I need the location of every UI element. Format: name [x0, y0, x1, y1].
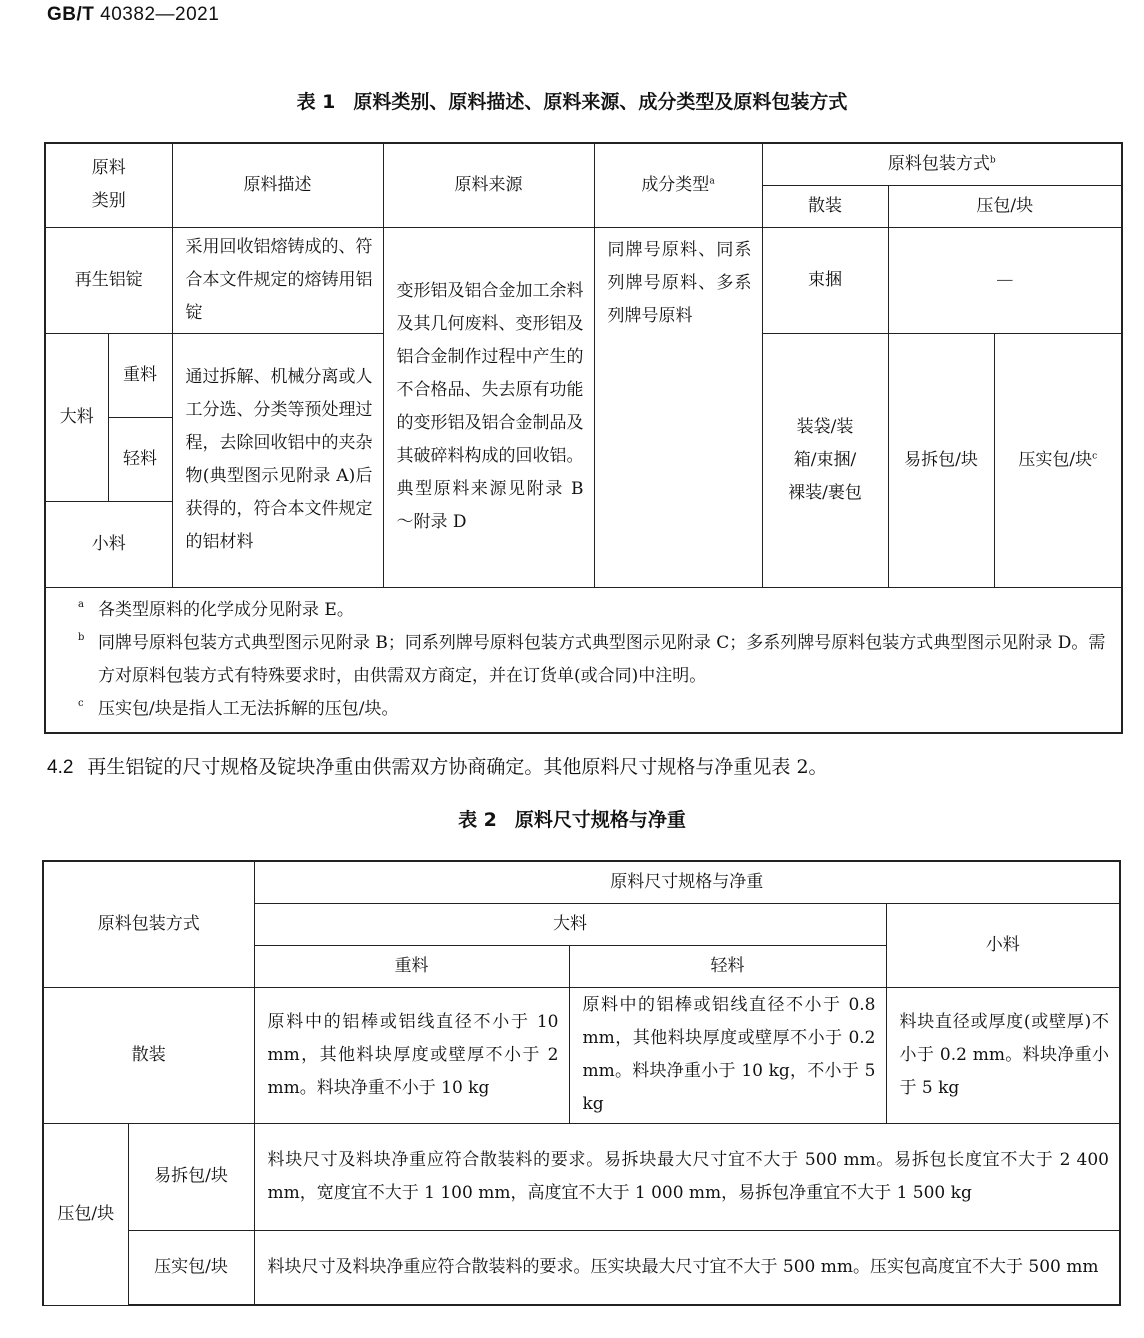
t2-loose-heavy: 原料中的铝棒或铝线直径不小于 10 mm，其他料块厚度或壁厚不小于 2 mm。料块净重不小于 10 kg: [254, 987, 569, 1123]
t2-head-light: 轻料: [569, 945, 886, 987]
standard-number: 40382—2021: [100, 4, 220, 25]
footnote-mark: c: [78, 697, 84, 709]
section-4-2: [47, 752, 828, 779]
t1-head-description: 原料描述: [172, 143, 383, 227]
footnote-mark: a: [78, 598, 84, 610]
table1: [44, 142, 1123, 734]
t2-easy-text: 料块尺寸及料块净重应符合散装料的要求。易拆块最大尺寸宜不大于 500 mm。易拆包长度宜不大于 2 400 mm，宽度宜不大于 1 100 mm，高度宜不大于 1 000 mm，易拆包净重宜不大于 1 500 kg: [254, 1123, 1120, 1230]
t1-easy-pack: 易拆包/块: [888, 333, 994, 587]
t1-head-packaging: 原料包装方式$^b$: [762, 143, 1122, 185]
t2-head-spec: 原料尺寸规格与净重: [254, 861, 1120, 903]
t1-material-description: 通过拆解、机械分离或人工分选、分类等预处理过程，去除回收铝中的夹杂物(典型图示见附录 A)后获得的，符合本文件规定的铝材料: [172, 333, 383, 587]
t1-ingot-description: 采用回收铝熔铸成的、符合本文件规定的熔铸用铝锭: [172, 227, 383, 333]
t1-ingot-category: 再生铝锭: [45, 227, 172, 333]
t1-material-loose: 装袋/装 箱/束捆/ 裸装/裹包: [762, 333, 888, 587]
t2-loose-small: 料块直径或厚度(或壁厚)不小于 0.2 mm。料块净重小于 5 kg: [886, 987, 1120, 1123]
standard-prefix: GB/T: [47, 4, 95, 25]
footnote-mark: b: [78, 631, 85, 643]
t1-head-pressed: 压包/块: [888, 185, 1122, 227]
footnote-mark: b: [989, 155, 996, 166]
t2-easy-label: 易拆包/块: [128, 1123, 254, 1230]
table1-caption-text: 原料类别、原料描述、原料来源、成分类型及原料包装方式: [353, 91, 848, 113]
section-text: 再生铝锭的尺寸规格及锭块净重由供需双方协商确定。其他原料尺寸规格与净重见表 2。: [87, 756, 828, 778]
t1-light-material: 轻料: [108, 417, 172, 501]
t1-head-source: 原料来源: [383, 143, 594, 227]
t2-head-heavy: 重料: [254, 945, 569, 987]
t1-small-material: 小料: [45, 501, 172, 587]
t2-head-packaging: 原料包装方式: [43, 861, 254, 987]
t2-head-small: 小料: [886, 903, 1120, 987]
footnote-mark: a: [709, 176, 715, 187]
standard-code: [47, 4, 219, 26]
t1-composition: 同牌号原料、同系列牌号原料、多系列牌号原料: [594, 227, 762, 587]
footnote: a 各类型原料的化学成分见附录 E。: [98, 594, 1111, 627]
t1-source: 变形铝及铝合金加工余料及其几何废料、变形铝及铝合金制作过程中产生的不合格品、失去原有功能的变形铝及铝合金制品及其破碎料构成的回收铝。典型原料来源见附录 B～附录 D: [383, 227, 594, 587]
t1-ingot-loose: 束捆: [762, 227, 888, 333]
table1-caption: [0, 87, 1144, 114]
t1-heavy-material: 重料: [108, 333, 172, 417]
t2-head-big: 大料: [254, 903, 886, 945]
t1-big-material: 大料: [45, 333, 108, 501]
t1-footnotes: [45, 587, 1122, 733]
table2-caption-number: 表 2: [458, 809, 497, 831]
table1-caption-number: 表 1: [296, 91, 336, 113]
footnote: c 压实包/块是指人工无法拆解的压包/块。: [98, 693, 1111, 726]
t2-loose-light: 原料中的铝棒或铝线直径不小于 0.8 mm，其他料块厚度或壁厚不小于 0.2 mm。料块净重小于 10 kg，不小于 5 kg: [569, 987, 886, 1123]
t1-head-category: 原料 类别: [45, 143, 172, 227]
t2-compact-text: 料块尺寸及料块净重应符合散装料的要求。压实块最大尺寸宜不大于 500 mm。压实包高度宜不大于 500 mm: [254, 1230, 1120, 1305]
table2: [42, 860, 1121, 1306]
section-number: 4.2: [47, 757, 74, 778]
table2-caption: [0, 805, 1144, 832]
footnote: b 同牌号原料包装方式典型图示见附录 B；同系列牌号原料包装方式典型图示见附录 C；多系列牌号原料包装方式典型图示见附录 D。需方对原料包装方式有特殊要求时，由供需双方商定，并在订货单(或合同)中注明。: [98, 627, 1111, 693]
t2-loose-label: 散装: [43, 987, 254, 1123]
t1-head-composition: 成分类型$^a$: [594, 143, 762, 227]
t2-pressed-label: 压包/块: [43, 1123, 128, 1305]
table2-caption-text: 原料尺寸规格与净重: [514, 809, 686, 831]
t1-ingot-pressed: —: [888, 227, 1122, 333]
t2-compact-label: 压实包/块: [128, 1230, 254, 1305]
t1-head-loose: 散装: [762, 185, 888, 227]
footnote-mark: c: [1092, 450, 1098, 461]
t1-compact-pack: 压实包/块$^c$: [994, 333, 1122, 587]
